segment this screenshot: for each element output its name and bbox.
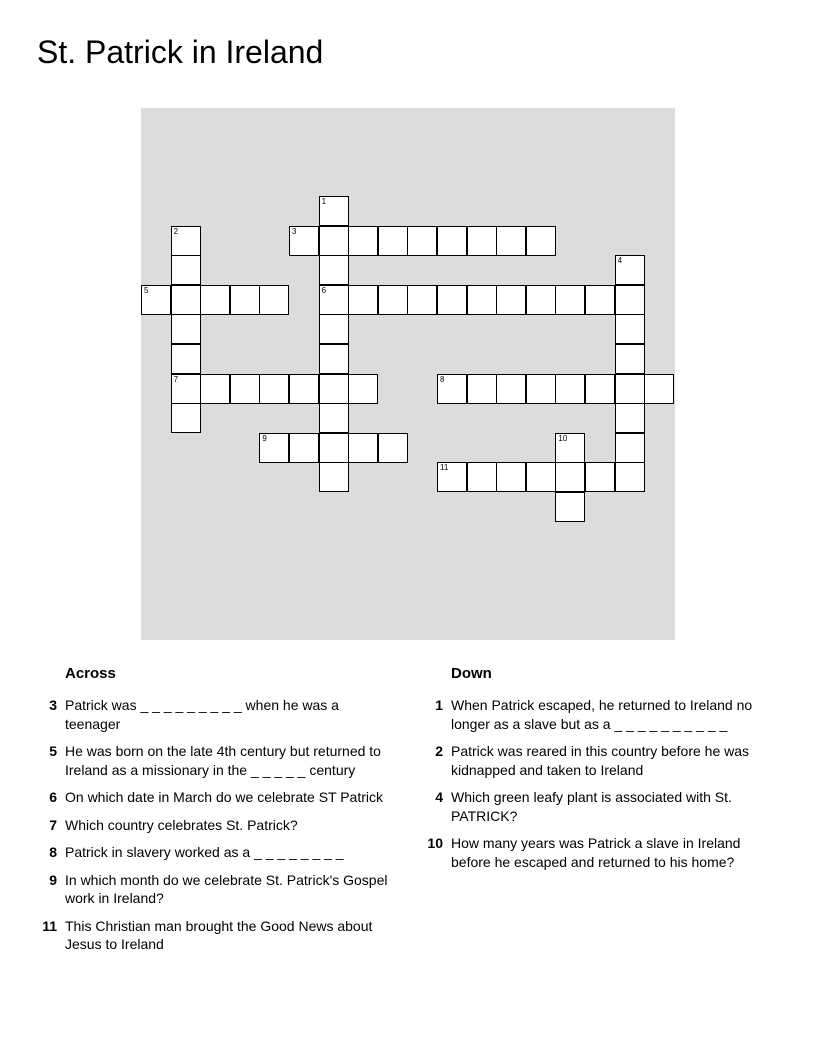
clue-number: 3 [49,697,57,713]
page-title: St. Patrick in Ireland [37,34,324,70]
grid-cell[interactable] [378,433,408,463]
cell-number: 8 [440,374,445,384]
clue-number: 4 [435,789,443,805]
grid-cell[interactable] [555,433,585,463]
clue-number: 11 [42,917,57,934]
grid-cell[interactable] [496,285,526,315]
grid-cell[interactable] [526,462,556,492]
grid-cell[interactable] [348,433,378,463]
grid-cell[interactable] [348,374,378,404]
clue-text: On which date in March do we celebrate ST Patrick [65,789,384,805]
grid-cell[interactable] [171,403,201,433]
grid-cell[interactable] [259,433,289,463]
grid-cell[interactable] [319,344,349,374]
grid-cell[interactable] [526,226,556,256]
grid-cell[interactable] [585,462,615,492]
grid-cell[interactable] [615,344,645,374]
across-clue [49,843,395,862]
clue-text: Patrick was reared in this country before he was kidnapped and taken to Ireland [451,743,750,778]
grid-cell[interactable] [585,285,615,315]
down-clue [435,696,771,733]
grid-cell[interactable] [378,226,408,256]
clue-number: 7 [49,816,57,833]
grid-cell[interactable] [230,285,260,315]
clue-text: This Christian man brought the Good News about Jesus to Ireland [65,917,373,952]
grid-cell[interactable] [348,285,378,315]
clue-text: In which month do we celebrate St. Patrick's Gospel work in Ireland? [65,871,388,906]
grid-cell[interactable] [171,255,201,285]
down-clue [435,742,771,779]
grid-cell[interactable] [171,344,201,374]
clue-number: 8 [49,844,57,860]
cell-number: 4 [617,256,623,266]
across-clue [42,917,395,954]
grid-cell[interactable] [319,226,349,256]
grid-cell[interactable] [319,196,349,226]
grid-cell[interactable] [555,492,585,522]
cell-number: 11 [440,463,449,473]
grid-cell[interactable] [230,374,260,404]
clue-number: 5 [49,743,57,759]
grid-cell[interactable] [319,314,349,344]
across-clue [49,871,395,908]
cell-number: 3 [292,226,297,236]
cell-number: 2 [173,226,179,236]
grid-cell[interactable] [467,374,497,404]
grid-cell[interactable] [526,285,556,315]
across-clue [49,696,395,733]
clue-text: When Patrick escaped, he returned to Ireland no longer as a slave but as a _ _ _ _ _ _ _ _ _ _ [451,697,753,732]
clue-number: 1 [435,697,443,713]
clue-number: 10 [427,835,443,851]
down-clue [427,834,771,871]
clue-text: Which green leafy plant is associated with St. PATRICK? [451,789,732,824]
grid-cell[interactable] [378,285,408,315]
grid-cell[interactable] [526,374,556,404]
grid-cell[interactable] [289,226,319,256]
grid-cell[interactable] [615,462,645,492]
clue-text: Patrick was _ _ _ _ _ _ _ _ _ when he was a teenager [65,697,339,732]
grid-cell[interactable] [171,226,201,256]
crossword-grid [141,108,675,640]
grid-cell[interactable] [407,285,437,315]
clue-text: How many years was Patrick a slave in Ireland before he escaped and returned to his home? [451,835,741,870]
grid-cell[interactable] [319,462,349,492]
grid-cell[interactable] [555,462,585,492]
grid-cell[interactable] [171,285,201,315]
clue-number: 2 [435,743,443,759]
grid-cell[interactable] [555,374,585,404]
across-clue [49,816,395,835]
grid-cell[interactable] [496,374,526,404]
grid-cell[interactable] [200,374,230,404]
grid-cell[interactable] [615,285,645,315]
grid-cell[interactable] [467,462,497,492]
grid-cell[interactable] [585,374,615,404]
across-clue [49,788,395,807]
grid-cell[interactable] [319,255,349,285]
down-heading: Down [451,665,492,682]
grid-cell[interactable] [171,374,201,404]
across-heading: Across [65,665,116,682]
cell-number: 10 [558,433,568,443]
grid-cell[interactable] [289,374,319,404]
cell-number: 5 [144,285,149,295]
grid-cell[interactable] [319,374,349,404]
grid-cell[interactable] [615,374,645,404]
grid-cell[interactable] [437,374,467,404]
clue-text: Patrick in slavery worked as a _ _ _ _ _ _ _ _ [65,844,344,860]
across-clue [49,742,395,779]
cell-number: 7 [173,374,179,384]
clue-number: 6 [49,789,57,805]
grid-cell[interactable] [496,226,526,256]
grid-cell[interactable] [141,285,171,315]
grid-cell[interactable] [437,285,467,315]
grid-cell[interactable] [437,462,467,492]
clue-text: Which country celebrates St. Patrick? [65,816,298,833]
grid-cell[interactable] [615,255,645,285]
grid-cell[interactable] [467,285,497,315]
cell-number: 1 [321,197,327,206]
grid-cell[interactable] [171,314,201,344]
grid-cell[interactable] [319,403,349,433]
grid-cell[interactable] [644,374,674,404]
grid-cell[interactable] [319,433,349,463]
grid-cell[interactable] [259,285,289,315]
grid-cell[interactable] [259,374,289,404]
grid-cell[interactable] [407,226,437,256]
grid-cell[interactable] [348,226,378,256]
grid-cell[interactable] [615,433,645,463]
grid-cell[interactable] [319,285,349,315]
down-clues [427,665,771,880]
down-clue [435,788,771,825]
grid-cell[interactable] [200,285,230,315]
grid-cell[interactable] [615,403,645,433]
grid-cell[interactable] [615,314,645,344]
across-clues [42,665,395,963]
grid-cell[interactable] [289,433,319,463]
grid-cell[interactable] [467,226,497,256]
grid-cell[interactable] [555,285,585,315]
clue-text: He was born on the late 4th century but returned to Ireland as a missionary in the _ _ _ _ _ century [65,743,381,778]
grid-cell[interactable] [496,462,526,492]
cell-number: 6 [321,285,327,295]
clue-number: 9 [49,871,57,888]
cell-number: 9 [262,433,267,443]
grid-cell[interactable] [437,226,467,256]
